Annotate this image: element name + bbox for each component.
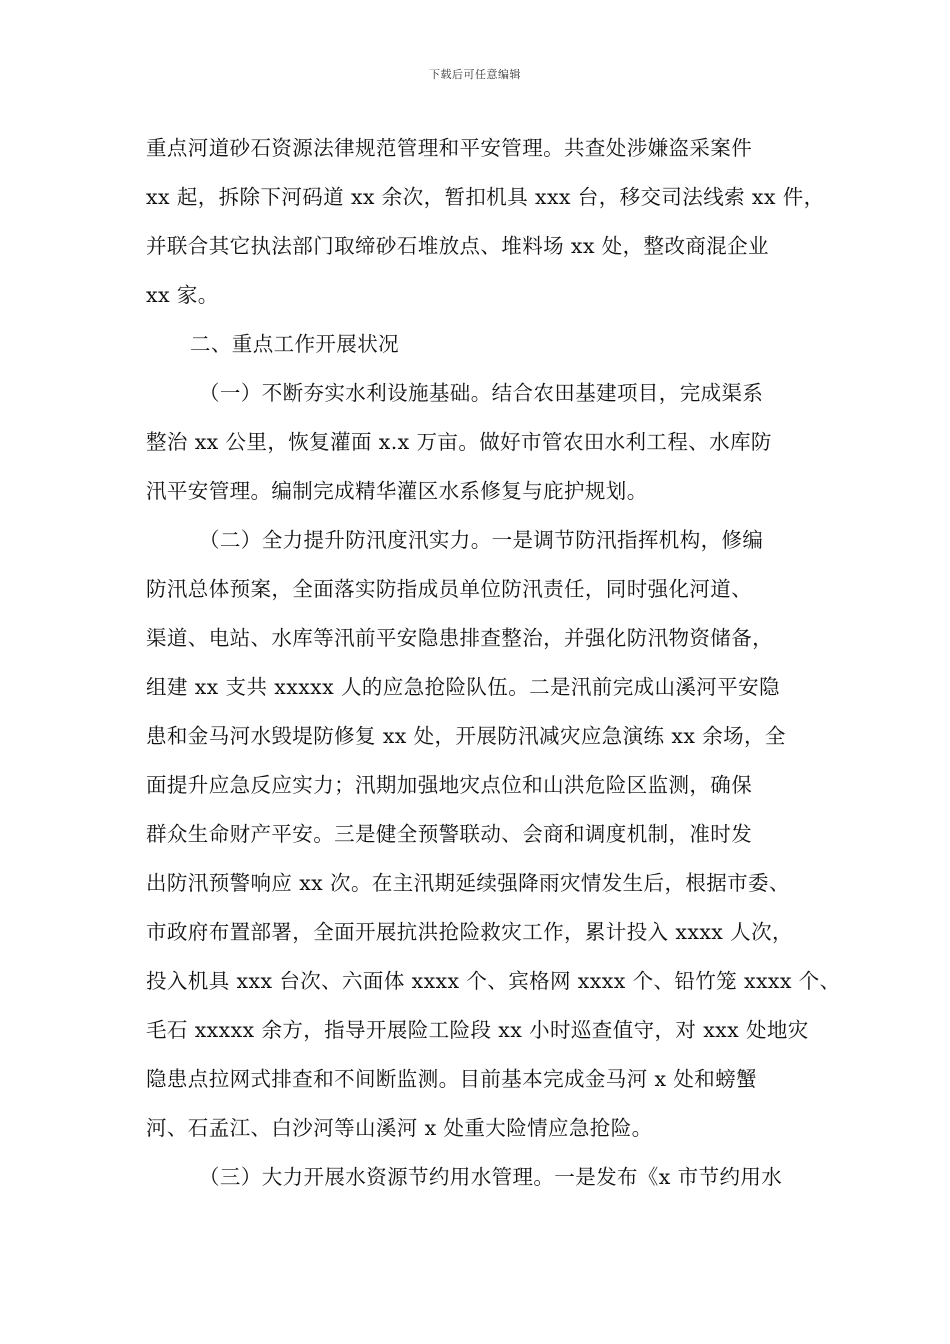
text-line: 出防汛预警响应 xx 次。在主汛期延续强降雨灾情发生后，根据市委、 [146, 871, 790, 895]
paragraph-continuation [146, 124, 826, 320]
section-heading [146, 320, 826, 369]
text-line: 渠道、电站、水库等汛前平安隐患排查整治，并强化防汛物资储备， [146, 626, 773, 650]
text-line: 面提升应急反应实力；汛期加强地灾点位和山洪危险区监测，确保 [146, 773, 753, 797]
heading-line: 二、重点工作开展状况 [190, 332, 399, 356]
paragraph-1 [146, 369, 826, 516]
text-line: 重点河道砂石资源法律规范管理和平安管理。共查处涉嫌盗采案件 [146, 136, 753, 160]
page-header: 下载后可任意编辑 [429, 68, 521, 81]
text-line: 防汛总体预案，全面落实防指成员单位防汛责任，同时强化河道、 [146, 577, 753, 601]
text-line: 整治 xx 公里，恢复灌面 x.x 万亩。做好市管农田水利工程、水库防 [146, 430, 772, 454]
text-line: （三）大力开展水资源节约用水管理。一是发布《x 市节约用水 [199, 1165, 783, 1189]
text-line: xx 家。 [146, 283, 219, 307]
text-line: 组建 xx 支共 xxxxx 人的应急抢险队伍。二是汛前完成山溪河平安隐 [146, 675, 780, 699]
text-line: 隐患点拉网式排查和不间断监测。目前基本完成金马河 x 处和螃蟹 [146, 1067, 757, 1091]
text-line: 汛平安管理。编制完成精华灌区水系修复与庇护规划。 [146, 479, 648, 503]
text-line: 群众生命财产平安。三是健全预警联动、会商和调度机制，准时发 [146, 822, 753, 846]
text-line: 市政府布置部署，全面开展抗洪抢险救灾工作，累计投入 xxxx 人次， [146, 920, 793, 944]
text-line: 毛石 xxxxx 余方，指导开展险工险段 xx 小时巡查值守，对 xxx 处地灾 [146, 1018, 809, 1042]
text-line: （二）全力提升防汛度汛实力。一是调节防汛指挥机构，修编 [199, 528, 764, 552]
text-line: 投入机具 xxx 台次、六面体 xxxx 个、宾格网 xxxx 个、铅竹笼 xxxx 个、 [146, 969, 841, 993]
text-line: xx 起，拆除下河码道 xx 余次，暂扣机具 xxx 台，移交司法线索 xx 件， [146, 185, 825, 209]
text-line: 河、石孟江、白沙河等山溪河 x 处重大险情应急抢险。 [146, 1116, 653, 1140]
text-line: 并联合其它执法部门取缔砂石堆放点、堆料场 xx 处，整改商混企业 [146, 234, 769, 258]
text-line: （一）不断夯实水利设施基础。结合农田基建项目，完成渠系 [199, 381, 764, 405]
text-line: 患和金马河水毁堤防修复 xx 处，开展防汛减灾应急演练 xx 余场，全 [146, 724, 786, 748]
paragraph-2 [146, 516, 841, 1153]
paragraph-3 [146, 1153, 826, 1202]
document-body [146, 124, 841, 1202]
